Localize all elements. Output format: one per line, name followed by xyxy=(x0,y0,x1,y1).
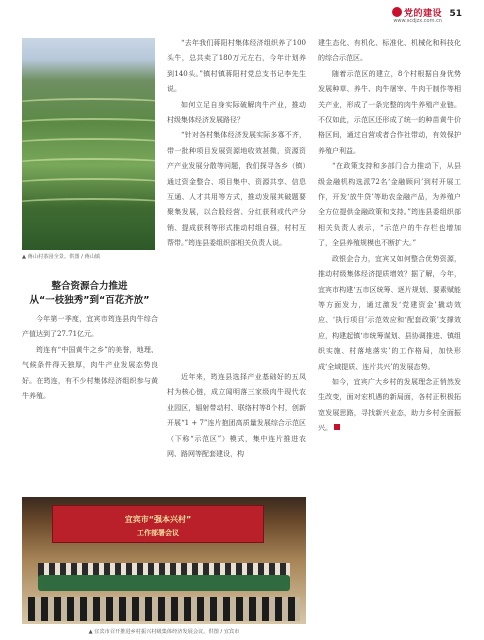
section-title-line1: 整合资源合力推进 xyxy=(51,281,128,292)
paragraph: 筠连有“中国黄牛之乡”的美誉，地理、气候条件得天独厚，肉牛产业发展态势良好。在筠连，有不少村集体经济组织参与黄牛养殖。 xyxy=(22,345,158,401)
bottom-photo-caption: ▲ 宜宾市召开推进乡村振兴村级集体经济发展会议。供图 / 宜宾市 xyxy=(88,629,240,635)
left-column xyxy=(22,312,158,404)
paragraph: 政银企合力，宜宾又如何整合优势资源，推动村级集体经济提质增效？据了解，今年，宜宾市构建‘五市区统筹、逐片规划、要素赋能等方面发力，通过激发‘党建资金’撬动效应、‘执行项目’示范效应和‘配套政策’支撑效应，构建起镇‘市统筹谋划、县协调推进、镇组织实施、村落地落实’的工作格局，加快形成‘全域提质、连片共兴’的发展态势。 xyxy=(318,254,461,371)
middle-lower-column xyxy=(167,370,306,462)
right-column xyxy=(318,36,461,437)
magazine-url: www.scdjzx.com.cn xyxy=(393,18,442,24)
logo-text: 党的建设 xyxy=(403,9,442,19)
paragraph: “去年我们蒋阳村集体经济组织养了100头牛，总共卖了180万元左右，今年计划养到140头。”镇村镇蒋阳村党总支书记李先生说。 xyxy=(167,39,306,94)
section-title-line2: 从“一枝独秀”到“百花齐放” xyxy=(29,295,150,306)
top-photo-caption: ▲ 蒋山村茶园全景。供图 / 蒋山镇 xyxy=(22,254,101,260)
meeting-photo xyxy=(22,497,306,624)
paragraph: “针对各村集体经济发展实际多寡不齐，带一批种项目发展资源地收效甚微，资源资产产业发展分散等问题，我们探寻各乡（镇）通过资金整合、项目集中、资源共享、信息互通、人才共用等方式，推动发展其破题要聚集发展，以合股经营、分红获利或代产分销、提成获利等形式推动村组自强，村村互帮带。”筠连县委组织部相关负责人说。 xyxy=(167,131,306,248)
banner-subtitle: 工作部署会议 xyxy=(137,529,179,537)
middle-column xyxy=(167,36,306,252)
meeting-banner xyxy=(52,505,264,543)
page-number: 51 xyxy=(449,9,462,19)
end-mark-icon xyxy=(334,424,340,430)
paragraph-final-text: 如今，宜宾广大乡村的发展理念正悄然发生改变，面对宏机遇的新局面，各村正积极拓宽发展思路，寻找新兴业态，助力乡村全面振兴。 xyxy=(318,377,461,433)
paragraph-final xyxy=(318,375,461,437)
seal-icon xyxy=(392,7,402,17)
banner-title: 宜宾市“强本兴村” xyxy=(124,515,192,524)
paragraph: “在政策支持和多部门合力推动下，从县级金融机构选派72名‘金融顾问’到村开展工作，开发‘放牛贷’等助农金融产品，为养殖户全方位提供金融政策和支持。”筠连县委组织部相关负责人表示，“示范户的牛存栏也增加了，全县养殖规模也不断扩大。” xyxy=(318,162,461,248)
paragraph: 建生态化、有机化、标准化、机械化和科技化的综合示范区。 xyxy=(318,39,461,63)
paragraph: 近年来，筠连县选择产业基础好的五凤村为核心链，成立闻明落三家级肉牛现代农业园区，辐射带动村、联络村等8个村，创新开展“1 + 7”连片抱团高质量发展综合示范区（下称“示范区”）模式，集中连片推进农网、路网等配套建设，构 xyxy=(167,373,306,459)
paragraph: 随着示范区的建立，8个村根据自身优势发展种草、养牛、肉牛屠宰、牛肉干制作等相关产业，形成了一条完整的肉牛养殖产业链。不仅如此，示范区还形成了统一的种苗黄牛价格区间，通过自营或者合作社带动，有效保护养殖户利益。 xyxy=(318,69,461,155)
paragraph: 如何立足自身实际破解肉牛产业，推动村级集体经济发展路径？ xyxy=(167,100,306,125)
paragraph: 今年第一季度，宜宾市筠连县肉牛综合产值达到了27.71亿元。 xyxy=(22,315,158,339)
tea-garden-photo xyxy=(22,38,155,250)
